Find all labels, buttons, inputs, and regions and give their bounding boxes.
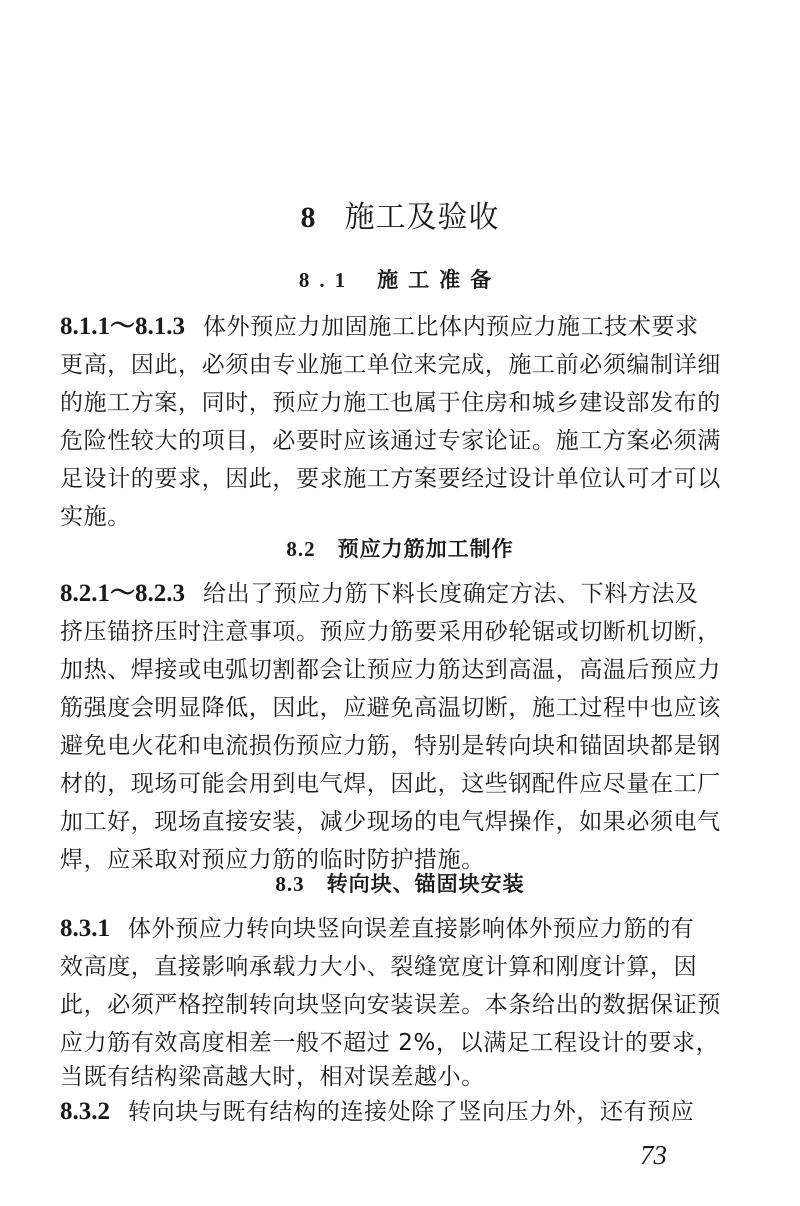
paragraph-line: 此，必须严格控制转向块竖向安装误差。本条给出的数据保证预 — [60, 992, 721, 1018]
paragraph-line: 足设计的要求，因此，要求施工方案要经过设计单位认可才可以 — [60, 466, 721, 492]
clause-number: 8.3.1 — [60, 915, 110, 942]
paragraph-line: 加工好，现场直接安装，减少现场的电气焊操作，如果必须电气 — [60, 809, 721, 835]
paragraph-line: 8.3.1 体外预应力转向块竖向误差直接影响体外预应力筋的有 — [60, 915, 695, 942]
paragraph-line: 焊，应采取对预应力筋的临时防护措施。 — [60, 847, 485, 873]
page-number: 73 — [640, 1140, 667, 1170]
paragraph-line: 当既有结构梁高越大时，相对误差越小。 — [60, 1064, 485, 1090]
paragraph-line: 效高度，直接影响承载力大小、裂缝宽度计算和刚度计算，因 — [60, 954, 698, 980]
paragraph-line: 的施工方案，同时，预应力施工也属于住房和城乡建设部发布的 — [60, 390, 721, 416]
section-heading-8-3 — [0, 868, 800, 898]
chapter-title-text: 施工及验收 — [344, 200, 500, 235]
section-number: 8.3 — [275, 872, 305, 896]
section-number: 8.2 — [286, 537, 316, 561]
clause-number: 8.3.2 — [60, 1098, 110, 1125]
section-title: 预应力筋加工制作 — [337, 537, 514, 561]
clause-number: 8.2.1～8.2.3 — [60, 580, 186, 607]
section-title: 转向块、锚固块安装 — [326, 872, 525, 896]
paragraph-line: 材的，现场可能会用到电气焊，因此，这些钢配件应尽量在工厂 — [60, 771, 721, 797]
section-heading-8-1 — [0, 264, 800, 294]
paragraph-line: 挤压锚挤压时注意事项。预应力筋要采用砂轮锯或切断机切断， — [60, 619, 721, 645]
paragraph-line: 8.1.1～8.1.3 体外预应力加固施工比体内预应力施工技术要求 — [60, 313, 699, 340]
paragraph-line: 避免电火花和电流损伤预应力筋，特别是转向块和锚固块都是钢 — [60, 733, 721, 759]
section-number: 8.1 — [298, 268, 356, 292]
section-heading-8-2 — [0, 533, 800, 563]
clause-number: 8.1.1～8.1.3 — [60, 313, 186, 340]
chapter-title — [0, 192, 800, 236]
paragraph-line: 加热、焊接或电弧切割都会让预应力筋达到高温，高温后预应力 — [60, 657, 721, 683]
paragraph-line: 应力筋有效高度相差一般不超过 2%，以满足工程设计的要求， — [60, 1030, 720, 1056]
paragraph-line: 危险性较大的项目，必要时应该通过专家论证。施工方案必须满 — [60, 428, 721, 454]
paragraph-line: 筋强度会明显降低，因此，应避免高温切断，施工过程中也应该 — [60, 695, 721, 721]
paragraph-line: 8.3.2 转向块与既有结构的连接处除了竖向压力外，还有预应 — [60, 1098, 695, 1125]
paragraph-line: 更高，因此，必须由专业施工单位来完成，施工前必须编制详细 — [60, 352, 721, 378]
paragraph-line: 实施。 — [60, 504, 131, 530]
section-title: 施工准备 — [377, 268, 502, 292]
chapter-number: 8 — [300, 201, 317, 234]
paragraph-line: 8.2.1～8.2.3 给出了预应力筋下料长度确定方法、下料方法及 — [60, 580, 699, 607]
